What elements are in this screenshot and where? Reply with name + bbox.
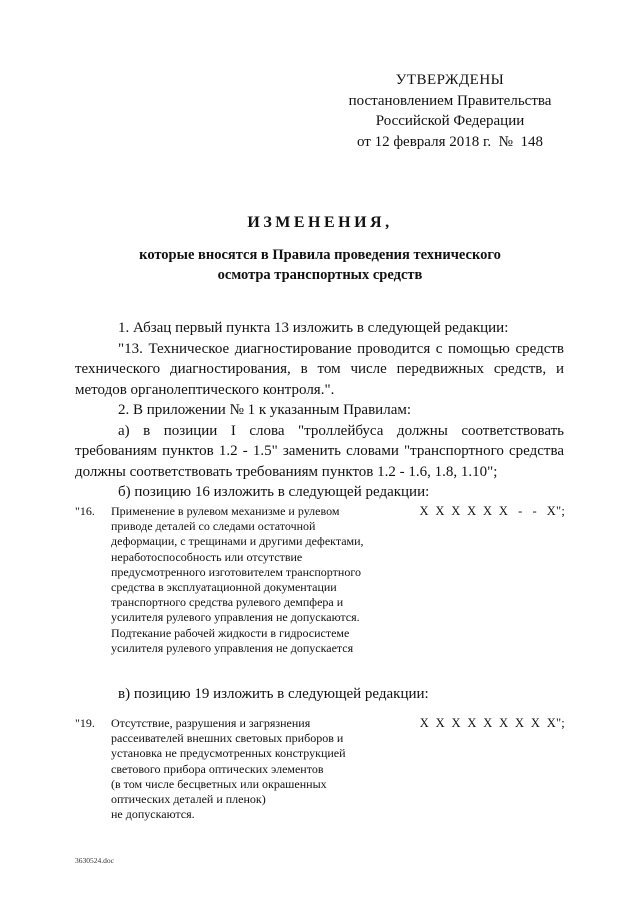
position-19-line: установка не предусмотренных конструкцией <box>111 746 346 761</box>
approval-line-1: постановлением Правительства <box>348 92 552 109</box>
position-19-number: "19. <box>75 716 95 730</box>
position-16-text: Применение в рулевом механизме и рулевом приводе деталей со следами остаточной деформации, с трещинами и другими дефектами, неработоспособность или отсутствие предусмотренного изготовителем транспортного средства в эксплуатационной документации транспортного средства рулевого демпфера и усилителя рулевого управления не допускаются. Подтекание рабочей жидкости в гидросистеме усилителя рулевого управления не допускается <box>111 504 364 655</box>
paragraph-5: б) позицию 16 изложить в следующей редакции: <box>118 484 430 500</box>
position-19-line: светового прибора оптических элементов <box>111 761 324 776</box>
section-1 <box>75 318 564 503</box>
position-16-number: "16. <box>75 504 95 518</box>
subtitle-line-2: осмотра транспортных средств <box>217 267 423 283</box>
position-19-line: оптических деталей и пленок) <box>111 792 266 807</box>
document-filename: 3630524.doc <box>75 856 114 865</box>
approval-line-3: от 12 февраля 2018 г. № 148 <box>356 133 543 150</box>
position-19-line: рассеивателей внешних световых приборов и <box>111 731 344 746</box>
paragraph-1: 1. Абзац первый пункта 13 изложить в следующей редакции: <box>118 320 509 336</box>
position-19-text <box>111 716 373 822</box>
position-19-line: не допускаются. <box>111 807 195 822</box>
position-19-row <box>75 716 565 822</box>
position-16-row <box>75 504 565 656</box>
paragraph-3: 2. В приложении № 1 к указанным Правилам: <box>118 402 412 418</box>
document-subtitle <box>100 245 540 285</box>
subtitle-line-1: которые вносятся в Правила проведения технического <box>139 247 501 263</box>
approval-heading: УТВЕРЖДЕНЫ <box>395 72 505 88</box>
position-19-line: Отсутствие, разрушения и загрязнения <box>111 716 311 730</box>
approval-line-2: Российской Федерации <box>375 113 525 129</box>
approval-block <box>340 70 560 152</box>
paragraph-2: "13. Техническое диагностирование проводится с помощью средств технического диагностирования, в том числе передвижных средств, и методов органолептического контроля.". <box>75 340 564 398</box>
position-19-line: (в том числе бесцветных или окрашенных <box>111 776 327 791</box>
paragraph-4: а) в позиции I слова "троллейбуса должны соответствовать требованиям пунктов 1.2 - 1.5" заменить словами "транспортного средства должны соответствовать требованиям пунктов 1.2 - 1.6, 1.8, 1.10"; <box>75 422 564 480</box>
paragraph-6: в) позицию 19 изложить в следующей редакции: <box>118 686 429 702</box>
section-2 <box>75 684 564 705</box>
position-16-marks: X X X X X X - - X"; <box>419 504 565 518</box>
position-19-marks: X X X X X X X X X"; <box>419 716 565 730</box>
document-title: ИЗМЕНЕНИЯ, <box>247 214 393 231</box>
